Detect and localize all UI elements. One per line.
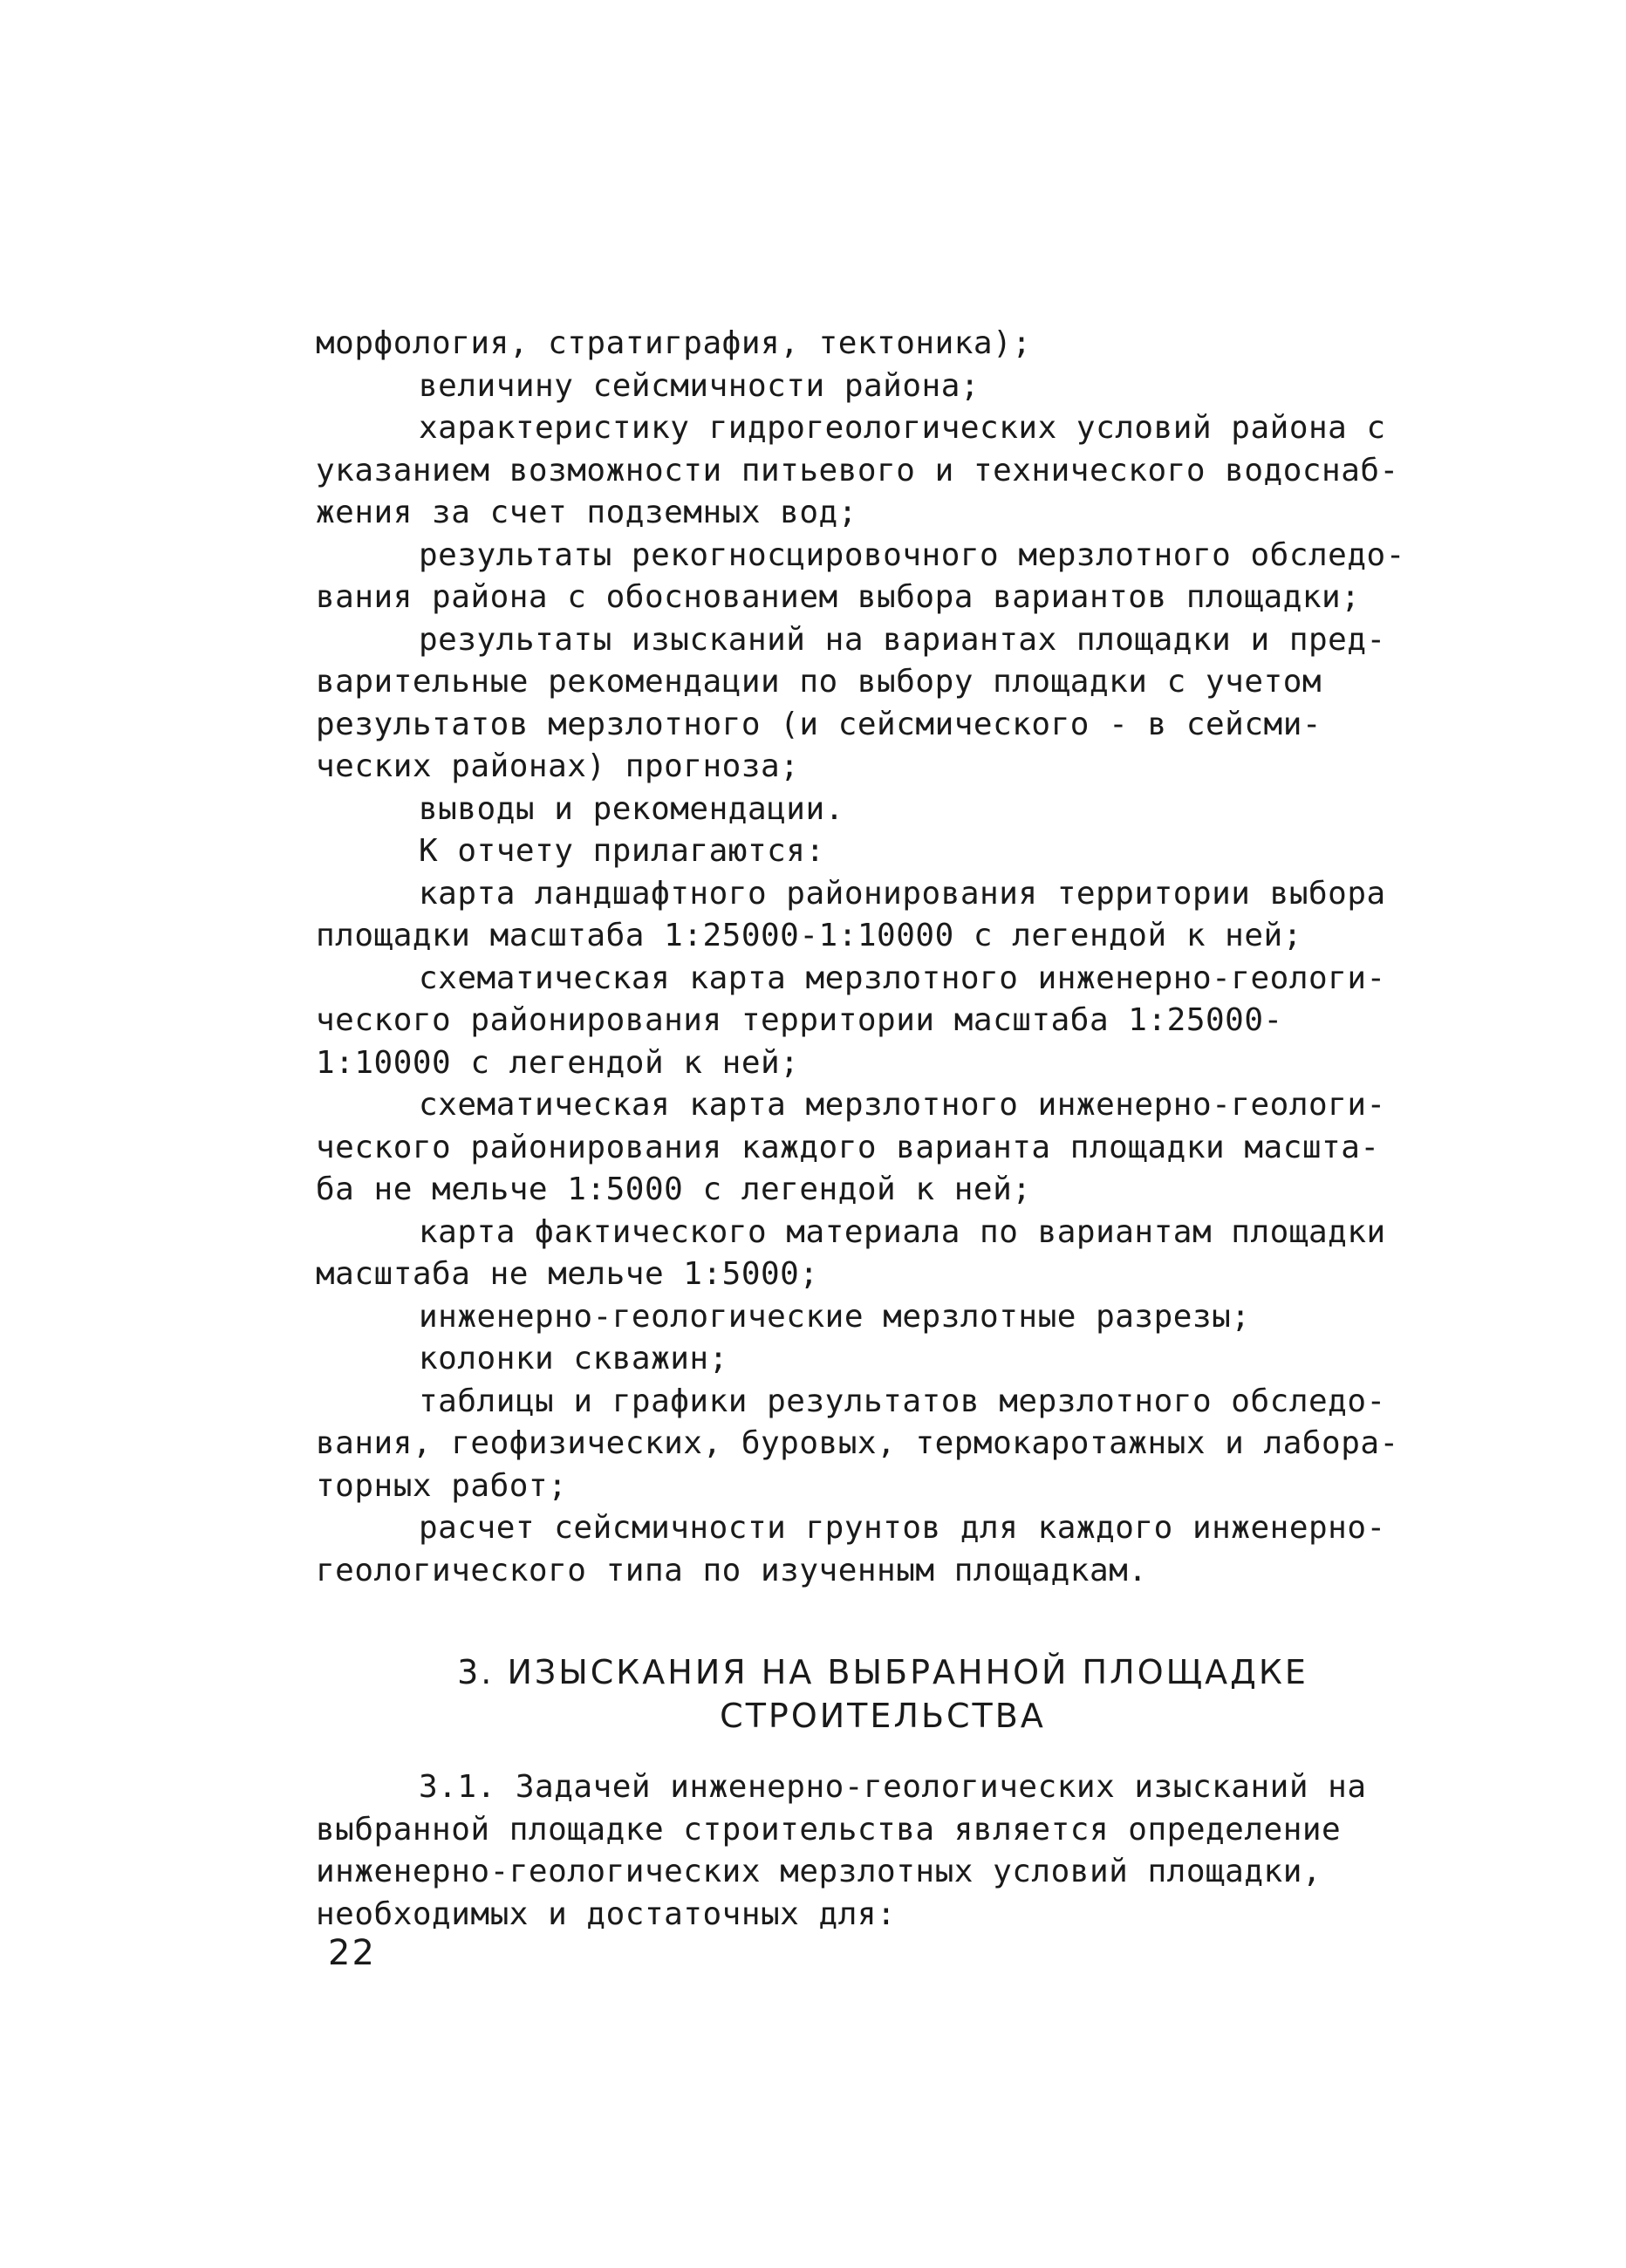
text-line: таблицы и графики результатов мерзлотного обследо-: [419, 1383, 1386, 1419]
text-line: ба не мельче 1:5000 с легендой к ней;: [316, 1172, 1032, 1207]
text-line: жения за счет подземных вод;: [316, 495, 857, 530]
text-line: карта фактического материала по вариантам площадки: [419, 1213, 1386, 1250]
text-line: характеристику гидрогеологических условий района с: [419, 410, 1386, 446]
text-line: результаты рекогносцировочного мерзлотного обследо-: [419, 536, 1405, 573]
text-line: расчет сейсмичности грунтов для каждого инженерно-: [419, 1510, 1386, 1546]
text-line: ческого районирования каждого варианта площадки масшта-: [316, 1129, 1380, 1165]
text-line: масштаба не мельче 1:5000;: [316, 1256, 819, 1292]
section-heading-line-2: СТРОИТЕЛЬСТВА: [720, 1697, 1046, 1735]
text-line: колонки скважин;: [419, 1341, 728, 1377]
text-line: карта ландшафтного районирования территории выбора: [419, 875, 1386, 912]
text-line: инженерно-геологических мерзлотных условий площадки,: [316, 1854, 1322, 1889]
text-line: схематическая карта мерзлотного инженерно-геологи-: [419, 960, 1386, 996]
section-heading-line-1: 3. ИЗЫСКАНИЯ НА ВЫБРАННОЙ ПЛОЩАДКЕ: [457, 1653, 1308, 1691]
text-line: указанием возможности питьевого и технического водоснаб-: [316, 452, 1399, 488]
text-line: ческих районах) прогноза;: [316, 748, 800, 784]
text-line: схематическая карта мерзлотного инженерно-геологи-: [419, 1087, 1386, 1123]
text-line: инженерно-геологические мерзлотные разрезы;: [419, 1298, 1251, 1335]
text-line: варительные рекомендации по выбору площадки с учетом: [316, 664, 1322, 700]
text-line: результаты изысканий на вариантах площадки и пред-: [419, 621, 1386, 658]
text-line: вания, геофизических, буровых, термокаротажных и лабора-: [316, 1425, 1399, 1461]
text-line: морфология, стратиграфия, тектоника);: [316, 325, 1032, 361]
text-line: ческого районирования территории масштаба 1:25000-: [316, 1002, 1283, 1038]
section-heading: [316, 1650, 1450, 1738]
text-line: торных работ;: [316, 1467, 568, 1504]
text-line: 1:10000 с легендой к ней;: [316, 1044, 800, 1081]
text-line: выбранной площадке строительства является определение: [316, 1811, 1342, 1848]
body-text: [316, 323, 1450, 1592]
text-line: необходимых и достаточных для:: [316, 1896, 897, 1932]
text-line: результатов мерзлотного (и сейсмического - в сейсми-: [316, 706, 1322, 742]
section-body-text: [316, 1766, 1450, 1936]
text-line: вания района с обоснованием выбора вариантов площадки;: [316, 579, 1361, 615]
text-line: площадки масштаба 1:25000-1:10000 с легендой к ней;: [316, 918, 1302, 953]
text-line: геологического типа по изученным площадкам.: [316, 1552, 1148, 1588]
text-line: выводы и рекомендации.: [419, 790, 844, 827]
text-line: К отчету прилагаются:: [419, 833, 825, 869]
text-line: 3.1. Задачей инженерно-геологических изысканий на: [419, 1769, 1367, 1805]
text-line: величину сейсмичности района;: [419, 367, 980, 404]
page-number: 22: [328, 1933, 376, 1973]
